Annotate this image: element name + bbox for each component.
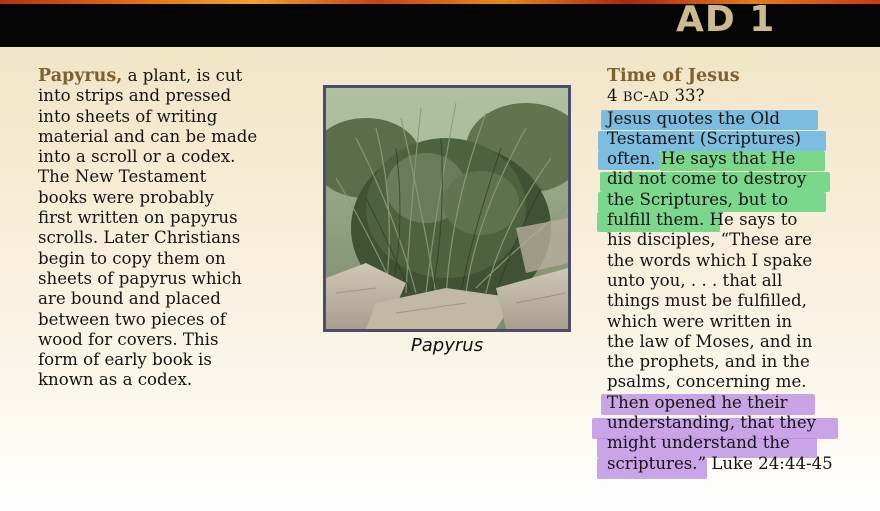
- papyrus-line-1-text: a plant, is cut: [122, 66, 243, 85]
- jesus-line: his disciples, “These are: [607, 230, 812, 250]
- time-of-jesus-dates: [607, 86, 869, 108]
- dates-era-bc: BC: [622, 90, 644, 106]
- header-bar: [0, 0, 880, 47]
- jesus-line: scriptures.” Luke 24:44-45: [607, 453, 833, 473]
- papyrus-line: first written on papyrus: [38, 208, 238, 228]
- papyrus-plant-image: [326, 88, 568, 329]
- papyrus-line: form of early book is: [38, 350, 212, 370]
- time-of-jesus-article: [607, 66, 869, 474]
- papyrus-line: into strips and pressed: [38, 86, 232, 106]
- jesus-line: Testament (Scriptures): [607, 128, 801, 148]
- jesus-line: Jesus quotes the Old: [607, 108, 781, 128]
- papyrus-photo: [323, 85, 571, 332]
- papyrus-line: known as a codex.: [38, 370, 193, 390]
- dates-prefix: 4: [607, 86, 623, 106]
- papyrus-line: are bound and placed: [38, 289, 221, 309]
- papyrus-line: The New Testament: [38, 167, 207, 187]
- papyrus-line: material and can be made: [38, 126, 258, 146]
- jesus-line: did not come to destroy: [607, 169, 807, 189]
- papyrus-line: wood for covers. This: [38, 329, 219, 349]
- jesus-line: the Scriptures, but to: [607, 189, 789, 209]
- papyrus-line: sheets of papyrus which: [38, 268, 242, 288]
- papyrus-line: begin to copy them on: [38, 248, 226, 268]
- jesus-line: often. He says that He: [607, 149, 796, 169]
- era-title: AD 1: [676, 0, 776, 40]
- jesus-line: unto you, . . . that all: [607, 270, 783, 290]
- papyrus-line-1: [38, 66, 300, 86]
- figure-caption: Papyrus: [410, 335, 484, 356]
- dates-suffix: 33?: [669, 86, 705, 106]
- papyrus-line: books were probably: [38, 187, 214, 207]
- papyrus-line: between two pieces of: [38, 309, 226, 329]
- jesus-line: psalms, concerning me.: [607, 372, 807, 392]
- jesus-line: the words which I spake: [607, 250, 813, 270]
- jesus-line: understanding, that they: [607, 413, 817, 433]
- papyrus-line: scrolls. Later Christians: [38, 228, 241, 248]
- papyrus-line: into a scroll or a codex.: [38, 147, 236, 167]
- jesus-line: Then opened he their: [607, 392, 788, 412]
- papyrus-lead-word: Papyrus,: [38, 66, 123, 86]
- jesus-line: which were written in: [607, 311, 793, 331]
- jesus-line: the law of Moses, and in: [607, 331, 813, 351]
- time-of-jesus-heading: Time of Jesus: [607, 66, 740, 86]
- jesus-line: fulfill them. He says to: [607, 210, 798, 230]
- papyrus-line: into sheets of writing: [38, 106, 218, 126]
- jesus-line: things must be fulfilled,: [607, 291, 807, 311]
- jesus-line: might understand the: [607, 433, 790, 453]
- papyrus-article: [38, 66, 300, 391]
- dates-era-ad: AD: [648, 90, 670, 106]
- dates-dash: -: [643, 86, 649, 106]
- jesus-line: the prophets, and in the: [607, 352, 810, 372]
